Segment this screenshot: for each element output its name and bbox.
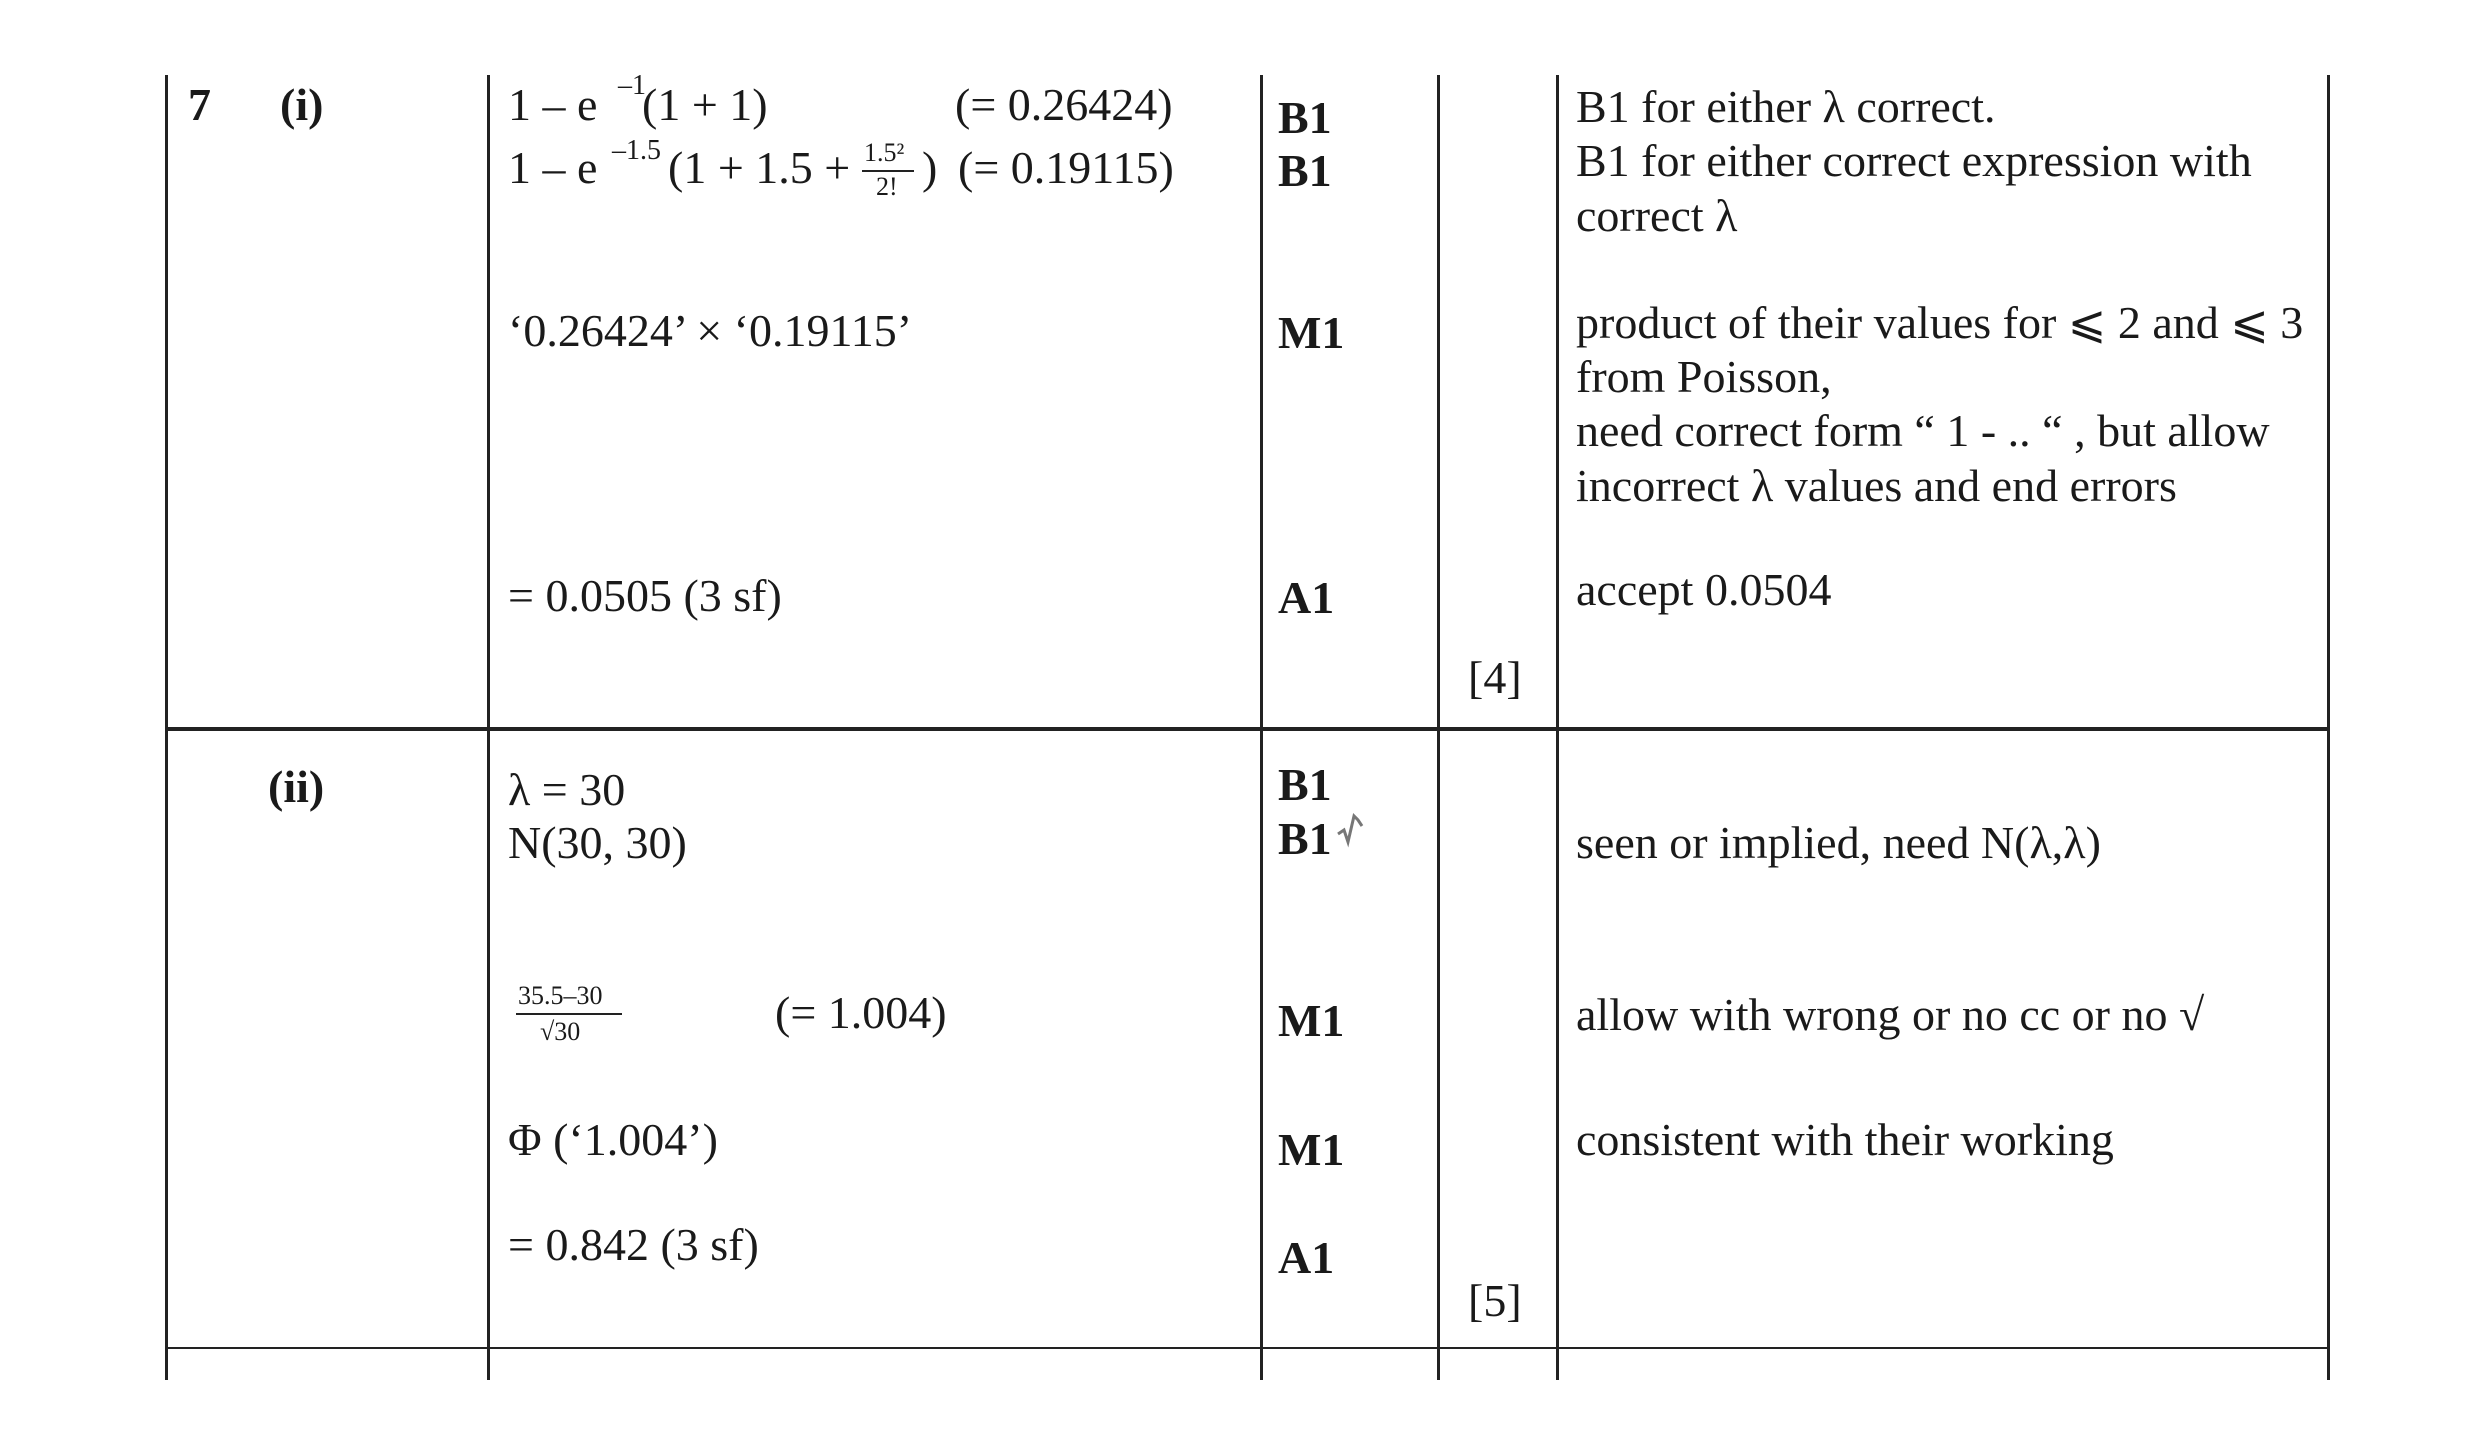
part-i-line2-main: 1 – e xyxy=(508,142,598,193)
part-i-mark-3: M1 xyxy=(1278,307,1345,358)
part-i-line1-exponent: –1 xyxy=(618,70,646,101)
part-ii-frac-den: √30 xyxy=(540,1017,581,1046)
part-ii-mark-1: B1 xyxy=(1278,759,1332,810)
part-i-mark-1: B1 xyxy=(1278,92,1332,143)
part-i-guidance-3: correct λ xyxy=(1576,190,1738,241)
part-ii-frac-bar xyxy=(516,1013,622,1015)
part-i-guidance-5: from Poisson, xyxy=(1576,351,1832,402)
part-i-line2-frac-num: 1.5² xyxy=(864,138,905,167)
part-i-result: = 0.0505 (3 sf) xyxy=(508,570,782,621)
part-ii-guidance-2: allow with wrong or no cc or no √ xyxy=(1576,989,2205,1040)
tick-mark-icon xyxy=(1336,808,1364,848)
part-ii-mark-3: M1 xyxy=(1278,995,1345,1046)
part-i-line1-value: (= 0.26424) xyxy=(955,79,1173,130)
part-ii-lambda: λ = 30 xyxy=(508,764,626,815)
part-i-product: ‘0.26424’ × ‘0.19115’ xyxy=(508,305,913,356)
part-ii-guidance-3: consistent with their working xyxy=(1576,1114,2114,1165)
part-ii-normal: N(30, 30) xyxy=(508,817,687,868)
part-i-guidance-4: product of their values for ⩽ 2 and ⩽ 3 xyxy=(1576,297,2304,348)
part-i-total: [4] xyxy=(1468,652,1522,703)
part-ii-guidance-1: seen or implied, need N(λ,λ) xyxy=(1576,817,2101,868)
part-i-guidance-8: accept 0.0504 xyxy=(1576,564,1832,615)
part-i-line2-value: (= 0.19115) xyxy=(958,142,1174,193)
part-ii-frac-value: (= 1.004) xyxy=(775,987,947,1038)
part-ii-frac-num: 35.5–30 xyxy=(518,981,603,1010)
question-number: 7 xyxy=(188,79,211,130)
part-i-line1-rest: (1 + 1) xyxy=(642,79,768,130)
part-ii-total: [5] xyxy=(1468,1275,1522,1326)
part-i-line2-exponent: –1.5 xyxy=(612,135,661,166)
part-ii-phi: Φ (‘1.004’) xyxy=(508,1114,718,1165)
part-i-guidance-7: incorrect λ values and end errors xyxy=(1576,460,2177,511)
part-i-mark-2: B1 xyxy=(1278,145,1332,196)
part-i-line2-frac-den: 2! xyxy=(876,172,898,201)
part-ii-mark-5: A1 xyxy=(1278,1232,1335,1283)
part-ii-label: (ii) xyxy=(268,761,325,812)
part-ii-mark-4: M1 xyxy=(1278,1124,1345,1175)
part-ii-result: = 0.842 (3 sf) xyxy=(508,1219,759,1270)
part-ii-mark-2: B1 xyxy=(1278,813,1332,864)
part-i-line1-main: 1 – e xyxy=(508,79,598,130)
part-i-guidance-2: B1 for either correct expression with xyxy=(1576,135,2252,186)
row-divider xyxy=(165,727,2330,731)
part-i-guidance-6: need correct form “ 1 - .. “ , but allow xyxy=(1576,405,2270,456)
row-divider-bottom xyxy=(165,1347,2330,1349)
part-i-guidance-1: B1 for either λ correct. xyxy=(1576,81,1996,132)
part-i-line2-close: ) xyxy=(922,142,938,193)
part-i-line2-rest: (1 + 1.5 + xyxy=(668,142,851,193)
part-i-mark-4: A1 xyxy=(1278,572,1335,623)
part-i-label: (i) xyxy=(280,79,324,130)
